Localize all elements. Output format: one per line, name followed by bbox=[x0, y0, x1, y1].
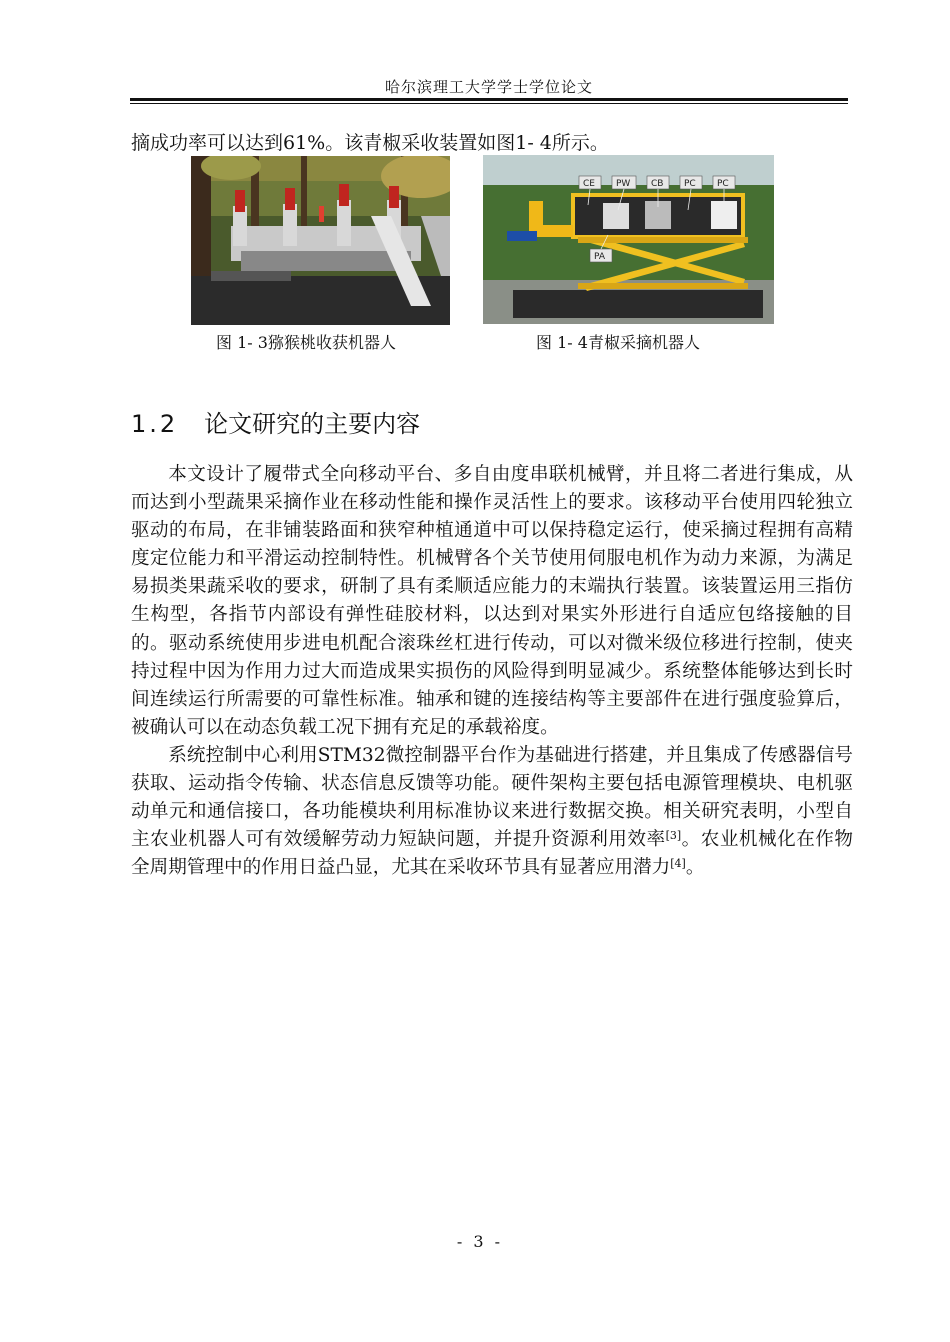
label-cb: CB bbox=[651, 179, 664, 189]
label-ce: CE bbox=[583, 179, 595, 189]
section-heading bbox=[131, 404, 420, 439]
page-number: - 3 - bbox=[456, 1232, 504, 1251]
header-rule-thin bbox=[130, 103, 848, 104]
section-title: 论文研究的主要内容 bbox=[204, 410, 421, 438]
lead-paragraph: 摘成功率可以达到61%。该青椒采收装置如图1- 4所示。 bbox=[131, 132, 609, 154]
citation-4: [4] bbox=[670, 857, 686, 871]
label-pa: PA bbox=[594, 252, 606, 262]
running-header: 哈尔滨理工大学学士学位论文 bbox=[384, 78, 593, 96]
label-pw: PW bbox=[616, 179, 631, 189]
figure-caption-1-3: 图 1- 3猕猴桃收获机器人 bbox=[216, 333, 396, 352]
label-pc-1: PC bbox=[684, 179, 696, 189]
label-pc-2: PC bbox=[717, 179, 729, 189]
paragraph-1: 本文设计了履带式全向移动平台、多自由度串联机械臂，并且将二者进行集成，从而达到小型蔬果采摘作业在移动性能和操作灵活性上的要求。该移动平台使用四轮独立驱动的布局，在非铺装路面和狭窄种植通道中可以保持稳定运行，使采摘过程拥有高精度定位能力和平滑运动控制特性。机械臂各个关节使用伺服电机作为动力来源，为满足易损类果蔬采收的要求，研制了具有柔顺适应能力的末端执行装置。该装置运用三指仿生构型，各指节内部设有弹性硅胶材料，以达到对果实外形进行自适应包络接触的目的。驱动系统使用步进电机配合滚珠丝杠进行传动，可以对微米级位移进行控制，使夹持过程中因为作用力过大而造成果实损伤的风险得到明显减少。系统整体能够达到长时间连续运行所需要的可靠性标准。轴承和键的连接结构等主要部件在进行强度验算后，被确认可以在动态负载工况下拥有充足的承载裕度。 bbox=[131, 464, 853, 738]
body-text bbox=[131, 461, 853, 882]
paragraph-2-part-b: 。农业机械化在作物全周期管理中的作用日益凸显，尤其在采收环节具有显著应用潜力 bbox=[131, 829, 853, 879]
paragraph-2-part-c: 。 bbox=[685, 857, 705, 879]
header-rule-thick bbox=[130, 98, 848, 101]
section-number: 1.2 bbox=[131, 410, 179, 438]
kiwifruit-robot-photo bbox=[191, 156, 450, 325]
paragraph-2-part-a: 系统控制中心利用STM32微控制器平台作为基础进行搭建，并且集成了传感器信号获取、运动指令传输、状态信息反馈等功能。硬件架构主要包括电源管理模块、电机驱动单元和通信接口，各功能模块利用标准协议来进行数据交换。相关研究表明，小型自主农业机器人可有效缓解劳动力短缺问题，并提升资源利用效率 bbox=[131, 744, 853, 851]
figure-caption-1-4: 图 1- 4青椒采摘机器人 bbox=[536, 333, 700, 352]
green-pepper-robot-photo bbox=[483, 155, 774, 324]
paragraph-2 bbox=[131, 742, 853, 882]
citation-3: [3] bbox=[665, 829, 682, 843]
